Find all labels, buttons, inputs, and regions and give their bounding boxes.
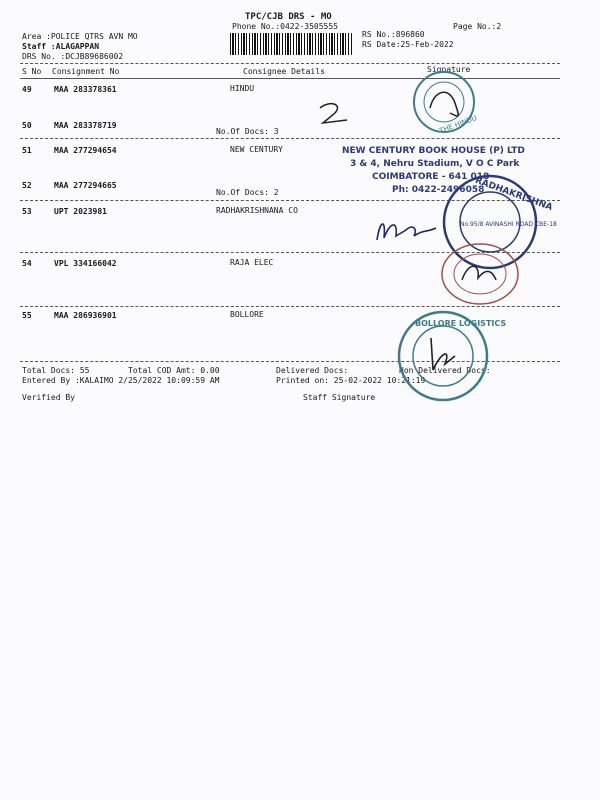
rs-date: RS Date:25-Feb-2022: [362, 40, 454, 49]
printed-on: Printed on: 25-02-2022 10:21:19: [276, 376, 426, 385]
row-consignment: MAA 283378719: [54, 121, 117, 130]
row-consignment: UPT 2023981: [54, 207, 107, 216]
row-consignee: RADHAKRISHNANA CO: [216, 206, 298, 215]
row-doc-count: No.Of Docs: 3: [216, 127, 279, 136]
new-century-stamp-line4: Ph: 0422-2496058: [392, 185, 485, 195]
row-doc-count: No.Of Docs: 2: [216, 188, 279, 197]
row-sno: 54: [22, 259, 32, 268]
row-consignment: MAA 283378361: [54, 85, 117, 94]
non-delivered-docs: Non Delivered Docs:: [399, 366, 491, 375]
row-sno: 53: [22, 207, 32, 216]
row-consignment: VPL 334166042: [54, 259, 117, 268]
header-divider: [20, 63, 560, 64]
row-consignee: BOLLORE: [230, 310, 264, 319]
column-header-signature: Signature: [427, 65, 471, 74]
row-consignment: MAA 277294654: [54, 146, 117, 155]
row-sno: 55: [22, 311, 32, 320]
row-divider: [20, 200, 560, 201]
phone-number: Phone No.:0422-3505555: [232, 22, 338, 31]
row-sno: 49: [22, 85, 32, 94]
row-consignment: MAA 277294665: [54, 181, 117, 190]
bollore-stamp-text: BOLLORE LOGISTICS: [415, 319, 507, 328]
signature-mark-49: [315, 98, 355, 128]
row-consignment: MAA 286936901: [54, 311, 117, 320]
staff-label: Staff :ALAGAPPAN: [22, 42, 100, 51]
radhakrishna-stamp-text: RADHAKRISHNA: [473, 175, 554, 214]
row-divider: [20, 252, 560, 253]
signature-mark-53: [372, 210, 442, 250]
row-consignee: HINDU: [230, 84, 255, 93]
column-header-divider: [20, 78, 560, 79]
drs-number: DRS No. :DCJB89686002: [22, 52, 124, 61]
document-title: TPC/CJB DRS - MO: [245, 12, 332, 22]
page-number: Page No.:2: [453, 22, 502, 31]
verified-by-label: Verified By: [22, 393, 75, 402]
column-header-sno: S No: [22, 67, 42, 76]
delivered-docs: Delivered Docs:: [276, 366, 349, 375]
row-divider: [20, 138, 560, 139]
table-end-divider: [20, 361, 560, 362]
hindu-stamp-text: THE HINDU: [438, 114, 479, 135]
new-century-stamp-line1: NEW CENTURY BOOK HOUSE (P) LTD: [342, 146, 525, 156]
column-header-consignee: Consignee Details: [243, 67, 325, 76]
bollore-stamp: [393, 308, 507, 404]
row-consignee: NEW CENTURY: [230, 145, 283, 154]
entered-by: Entered By :KALAIMO 2/25/2022 10:09:59 AM: [22, 376, 220, 385]
row-consignee: RAJA ELEC: [230, 258, 274, 267]
column-header-consignment: Consignment No: [52, 67, 120, 76]
total-docs: Total Docs: 55: [22, 366, 90, 375]
barcode: [230, 33, 352, 55]
rs-number: RS No.:896860: [362, 30, 425, 39]
radhakrishna-stamp-subtext: No.95/8 AVINASHI ROAD CBE-18: [460, 221, 557, 228]
new-century-stamp-line2: 3 & 4, Nehru Stadium, V O C Park: [350, 159, 520, 169]
area-label: Area :POLICE QTRS AVN MO: [22, 32, 138, 41]
raja-elec-stamp: [438, 240, 522, 308]
row-sno: 51: [22, 146, 32, 155]
row-sno: 52: [22, 181, 32, 190]
new-century-stamp-line3: COIMBATORE - 641 018: [372, 172, 490, 182]
total-cod: Total COD Amt: 0.00: [128, 366, 220, 375]
row-sno: 50: [22, 121, 32, 130]
staff-signature-label: Staff Signature: [303, 393, 376, 402]
row-divider: [20, 306, 560, 307]
